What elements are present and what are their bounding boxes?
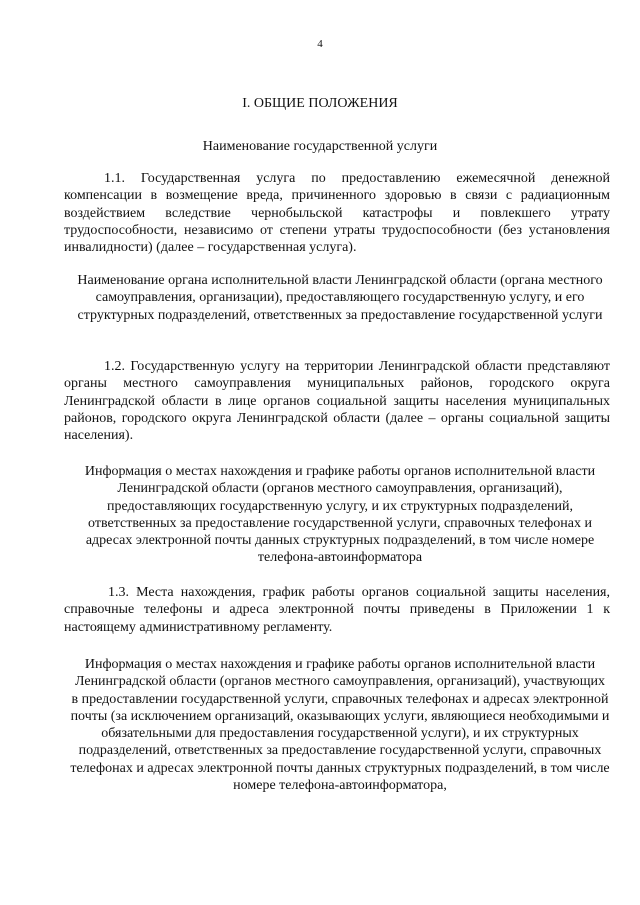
paragraph-1-3: 1.3. Места нахождения, график работы органов социальной защиты населения, справочные телефоны и адреса электронной почты приведены в Приложении 1 к настоящему административному регламенту. [64,585,610,635]
paragraph-1-2: 1.2. Государственную услугу на территории Ленинградской области представляют органы местного самоуправления муниципальных районов, городского округа Ленинградской области в лице органов социальной защиты населения муниципальных районов, городского округа Ленинградской области (далее – органы социальной защиты населения). [64,359,610,444]
paragraph-1-1: 1.1. Государственная услуга по предоставлению ежемесячной денежной компенсации в возмещение вреда, причиненного здоровью в связи с радиационным воздействием вследствие чернобыльской катастрофы и повлекшего утрату трудоспособности, независимо от степени утраты трудоспособности (без установления инвалидности) (далее – государственная услуга). [64,171,610,256]
page-number: 4 [317,38,323,50]
subtitle-locations: Информация о местах нахождения и графике работы органов исполнительной власти Ленинградской области (органов местного самоуправления, организаций), предоставляющих государственную услугу, и их структурных подразделений, ответственных за предоставление государственной услуги, справочных телефонах и адресах электронной почты данных структурных подразделений, в том числе номере телефона-автоинформатора [84,464,596,566]
section-title: I. ОБЩИЕ ПОЛОЖЕНИЯ [242,96,398,111]
subtitle-participants: Информация о местах нахождения и графике работы органов исполнительной власти Ленинградской области (органов местного самоуправления, организаций), участвующих в предоставлении государственной услуги, справочных телефонах и адресах электронной почты (за исключением организаций, оказывающих услуги, являющиеся необходимыми и обязательными для предоставления государственной услуги), и их структурных подразделений, ответственных за предоставление государственной услуги, справочных телефонах и адресах электронной почты данных структурных подразделений, в том числе номере телефона-автоинформатора, [70,657,610,794]
subtitle-authority: Наименование органа исполнительной власти Ленинградской области (органа местного самоуправления, организации), предоставляющего государственную услугу, и его структурных подразделений, ответственных за предоставление государственной услуги [77,273,603,323]
subtitle-service-name: Наименование государственной услуги [202,139,438,154]
